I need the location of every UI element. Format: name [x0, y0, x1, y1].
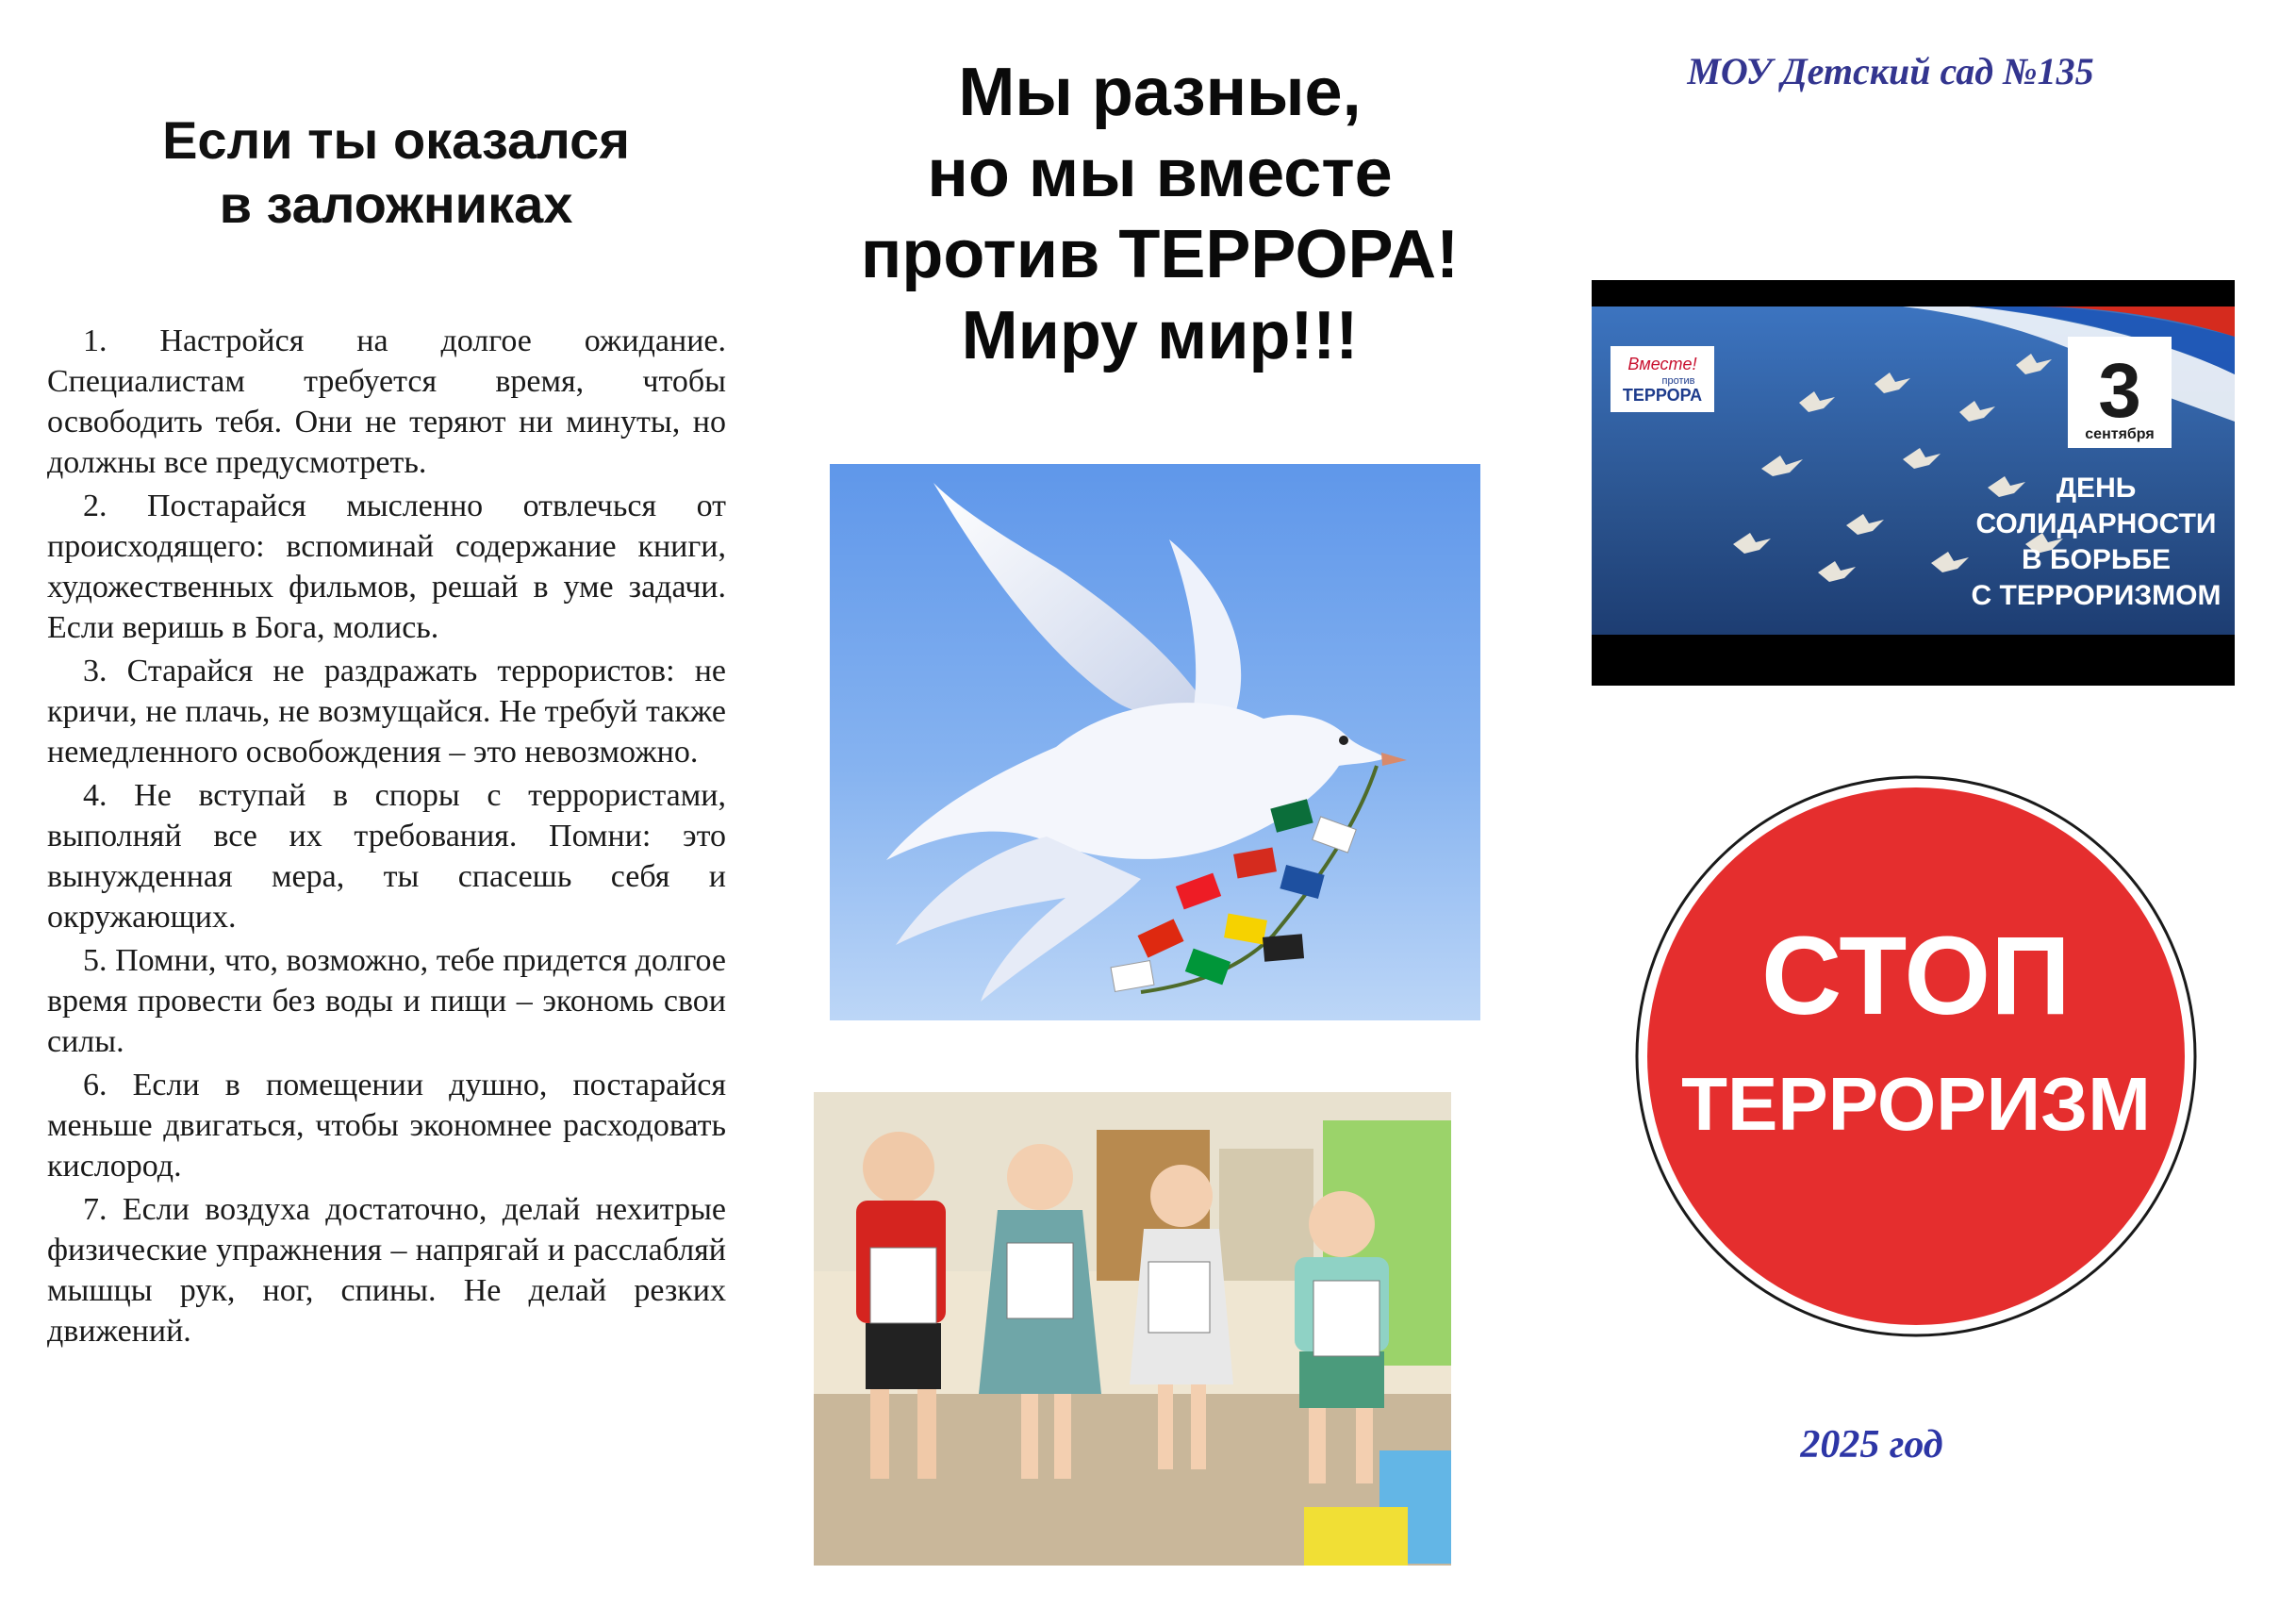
rule-item-6: 6. Если в помещении душно, постарайся меньше двигаться, чтобы экономнее расходовать кислород.	[47, 1068, 726, 1184]
peace-dove-illustration	[830, 464, 1480, 1020]
slogan-title	[783, 52, 1537, 376]
stop-sign-line-2: ТЕРРОРИЗМ	[1681, 1062, 2151, 1146]
rule-item-4: 4. Не вступай в споры с террористами, выполняй все их требования. Помни: это вынужденная мера, ты спасешь себя и окружающих.	[47, 778, 726, 935]
banner-logo-script: Вместе!	[1627, 355, 1697, 373]
rule-item-7: 7. Если воздуха достаточно, делай нехитрые физические упражнения – напрягай и расслабляй мышцы рук, ног, спины. Не делай резких движений.	[47, 1192, 726, 1349]
rule-item-3: 3. Старайся не раздражать террористов: не кричи, не плачь, не возмущайся. Не требуй также немедленного освобождения – это невозможно.	[47, 654, 726, 770]
slogan-line-2: но мы вместе	[927, 136, 1393, 211]
banner-caption-line-2: СОЛИДАРНОСТИ	[1975, 508, 2217, 539]
slogan-line-1: Мы разные,	[958, 55, 1362, 130]
slogan-line-3: против ТЕРРОРА!	[860, 217, 1460, 292]
banner-logo-word: ТЕРРОРА	[1622, 386, 1703, 405]
banner-date-month: сентября	[2085, 426, 2155, 442]
hostage-rules-list	[47, 321, 726, 1354]
banner-caption-line-1: ДЕНЬ	[2056, 472, 2137, 504]
year-label: 2025 год	[1800, 1423, 1943, 1467]
hostage-title-line-1: Если ты оказался	[162, 110, 630, 170]
rule-item-2: 2. Постарайся мысленно отвлечься от происходящего: вспоминай содержание книги, художественных фильмов, решай в уме задачи. Если веришь в Бога, молись.	[47, 489, 726, 645]
children-photo	[814, 1092, 1451, 1566]
solidarity-day-banner	[1592, 280, 2235, 686]
slogan-line-4: Миру мир!!!	[961, 298, 1359, 373]
rule-item-5: 5. Помни, что, возможно, тебе придется долгое время провести без воды и пищи – экономь свои силы.	[47, 943, 726, 1059]
banner-caption-line-4: С ТЕРРОРИЗМОМ	[1971, 580, 2222, 611]
banner-caption-line-3: В БОРЬБЕ	[2021, 544, 2172, 575]
stop-terrorism-sign	[1624, 773, 2208, 1339]
rule-item-1: 1. Настройся на долгое ожидание. Специалистам требуется время, чтобы освободить тебя. Они не теряют ни минуты, но должны все предусмотреть.	[47, 323, 726, 480]
hostage-section-title	[113, 108, 679, 237]
banner-date-number: 3	[2098, 348, 2141, 434]
stop-sign-line-1: СТОП	[1760, 914, 2072, 1038]
hostage-title-line-2: в заложниках	[219, 174, 573, 234]
banner-logo-small: против	[1661, 375, 1695, 387]
organization-name: МОУ Детский сад №135	[1687, 50, 2094, 92]
